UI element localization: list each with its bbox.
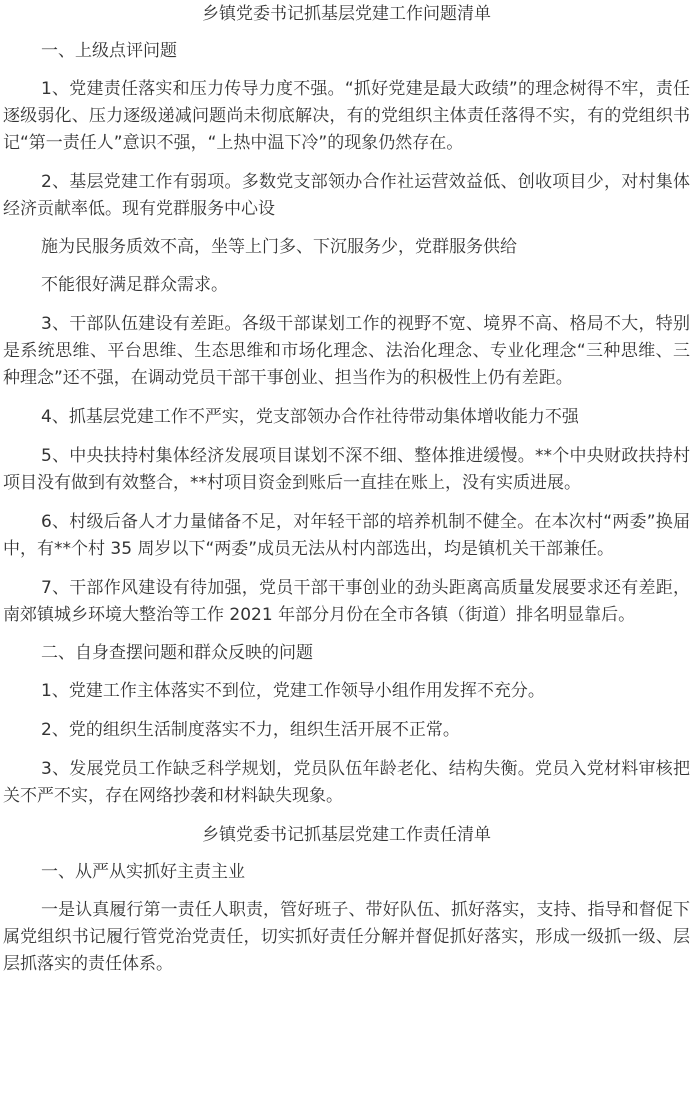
paragraph-item-4: 4、抓基层党建工作不严实，党支部领办合作社待带动集体增收能力不强 — [41, 407, 579, 427]
paragraph-item-3: 3、干部队伍建设有差距。各级干部谋划工作的视野不宽、境界不高、格局不大，特别是系统思维、平台思维、生态思维和市场化理念、法治化理念、专业化理念“三种思维、三种理念”还不强，在调动党员干部干事创业、担当作为的积极性上仍有差距。 — [3, 314, 690, 388]
paragraph-self-item-3: 3、发展党员工作缺乏科学规划，党员队伍年龄老化、结构失衡。党员入党材料审核把关不严不实，存在网络抄袭和材料缺失现象。 — [3, 759, 690, 806]
document-title-responsibility-list: 乡镇党委书记抓基层党建工作责任清单 — [202, 825, 491, 845]
paragraph-self-item-1: 1、党建工作主体落实不到位，党建工作领导小组作用发挥不充分。 — [41, 681, 545, 701]
section-heading-main-duty: 一、从严从实抓好主责主业 — [41, 862, 245, 882]
paragraph-item-7: 7、干部作风建设有待加强，党员干部干事创业的劲头距离高质量发展要求还有差距，南郊镇城乡环境大整治等工作 2021 年部分月份在全市各镇（街道）排名明显靠后。 — [3, 578, 690, 625]
paragraph-item-2-end: 不能很好满足群众需求。 — [41, 275, 228, 295]
paragraph-item-6: 6、村级后备人才力量储备不足，对年轻干部的培养机制不健全。在本次村“两委”换届中，有**个村 35 周岁以下“两委”成员无法从村内部选出，均是镇机关干部兼任。 — [3, 512, 690, 559]
paragraph-responsibility-1: 一是认真履行第一责任人职责，管好班子、带好队伍、抓好落实，支持、指导和督促下属党组织书记履行管党治党责任，切实抓好责任分解并督促抓好落实，形成一级抓一级、层层抓落实的责任体系。 — [3, 900, 690, 974]
section-heading-superior-review: 一、上级点评问题 — [41, 41, 177, 61]
paragraph-item-1: 1、党建责任落实和压力传导力度不强。“抓好党建是最大政绩”的理念树得不牢，责任逐级弱化、压力逐级递减问题尚未彻底解决，有的党组织主体责任落得不实，有的党组织书记“第一责任人”意识不强，“上热中温下冷”的现象仍然存在。 — [3, 79, 690, 153]
section-heading-self-examination: 二、自身查摆问题和群众反映的问题 — [41, 643, 313, 663]
paragraph-item-2: 2、基层党建工作有弱项。多数党支部领办合作社运营效益低、创收项目少，对村集体经济贡献率低。现有党群服务中心设 — [3, 172, 690, 219]
paragraph-item-5: 5、中央扶持村集体经济发展项目谋划不深不细、整体推进缓慢。**个中央财政扶持村项目没有做到有效整合，**村项目资金到账后一直挂在账上，没有实质进展。 — [3, 446, 690, 493]
paragraph-item-2-continued: 施为民服务质效不高，坐等上门多、下沉服务少，党群服务供给 — [41, 237, 517, 257]
document-title-problem-list: 乡镇党委书记抓基层党建工作问题清单 — [202, 4, 491, 24]
paragraph-self-item-2: 2、党的组织生活制度落实不力，组织生活开展不正常。 — [41, 720, 460, 740]
